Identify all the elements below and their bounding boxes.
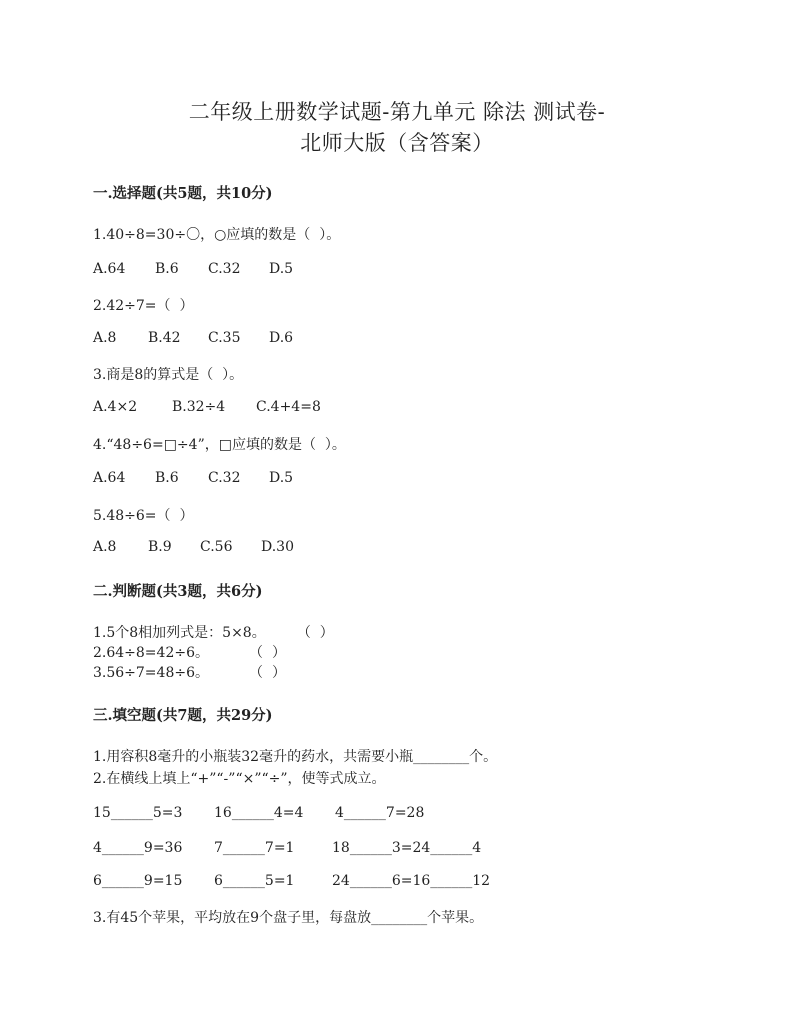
- option-c: C.32: [208, 261, 241, 277]
- option-c: C.32: [208, 470, 241, 486]
- equation: 6______9=15: [93, 873, 183, 889]
- question-stem: 5.48÷6=（ ）: [93, 508, 194, 524]
- option-a: A.64: [93, 470, 126, 486]
- equation: 16______4=4: [214, 805, 304, 821]
- option-a: A.8: [93, 539, 117, 555]
- option-d: D.5: [269, 261, 294, 277]
- section-heading-choice: 一.选择题(共5题，共10分): [93, 185, 273, 202]
- page-title-line-1: 二年级上册数学试题-第九单元 除法 测试卷-: [188, 100, 606, 124]
- judgement-item: 2.64÷8=42÷6。 （ ）: [93, 645, 286, 661]
- section-heading-judgement: 二.判断题(共3题，共6分): [93, 583, 263, 600]
- question-stem: 4.“48÷6=□÷4”，□应填的数是（ ）。: [93, 437, 346, 453]
- fill-question: 2.在横线上填上“+”“-”“×”“÷”，使等式成立。: [93, 771, 386, 787]
- judgement-item: 3.56÷7=48÷6。 （ ）: [93, 665, 286, 681]
- fill-question: 1.用容积8毫升的小瓶装32毫升的药水，共需要小瓶________个。: [93, 749, 498, 765]
- option-d: D.6: [269, 330, 294, 346]
- option-a: A.8: [93, 330, 117, 346]
- option-c: C.56: [200, 539, 233, 555]
- equation: 18______3=24______4: [332, 840, 482, 856]
- question-stem: 2.42÷7=（ ）: [93, 298, 194, 314]
- equation: 24______6=16______12: [332, 873, 491, 889]
- question-stem: 1.40÷8=30÷〇，○应填的数是（ ）。: [93, 227, 341, 243]
- option-c: C.4+4=8: [256, 399, 321, 415]
- option-d: D.30: [261, 539, 294, 555]
- option-b: B.6: [155, 261, 179, 277]
- question-stem: 3.商是8的算式是（ ）。: [93, 367, 244, 383]
- option-a: A.4×2: [93, 399, 138, 415]
- option-b: B.6: [155, 470, 179, 486]
- equation: 4______7=28: [335, 805, 425, 821]
- judgement-item: 1.5个8相加列式是：5×8。 （ ）: [93, 625, 334, 641]
- option-a: A.64: [93, 261, 126, 277]
- option-b: B.9: [148, 539, 172, 555]
- fill-question: 3.有45个苹果，平均放在9个盘子里，每盘放________个苹果。: [93, 910, 484, 926]
- section-heading-fill-blank: 三.填空题(共7题，共29分): [93, 707, 273, 724]
- option-d: D.5: [269, 470, 294, 486]
- equation: 6______5=1: [214, 873, 295, 889]
- page-title-line-2: 北师大版（含答案）: [300, 131, 494, 155]
- option-b: B.32÷4: [172, 399, 226, 415]
- equation: 4______9=36: [93, 840, 183, 856]
- option-b: B.42: [148, 330, 181, 346]
- equation: 15______5=3: [93, 805, 183, 821]
- equation: 7______7=1: [214, 840, 295, 856]
- option-c: C.35: [208, 330, 241, 346]
